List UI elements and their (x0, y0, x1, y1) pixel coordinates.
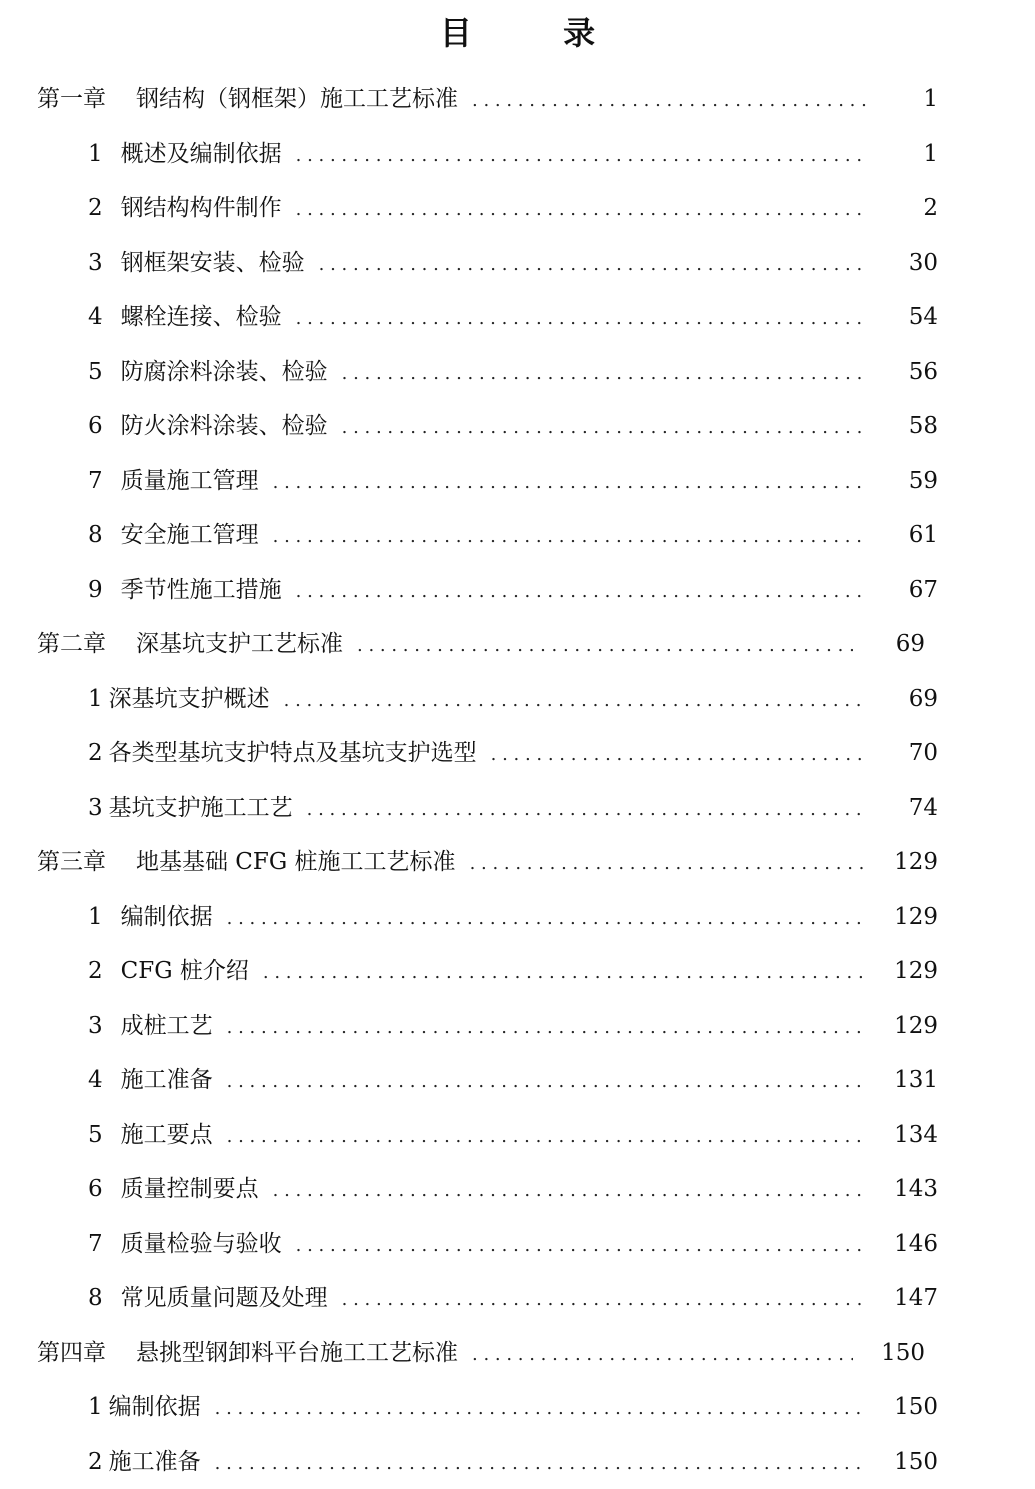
toc-number: 第一章 (37, 84, 106, 114)
toc-page-number: 129 (878, 956, 938, 986)
toc-page-number: 69 (878, 684, 938, 714)
toc-section[interactable] (0, 290, 1035, 345)
toc-title: 防腐涂料涂装、检验 (121, 357, 328, 387)
toc-page-number: 146 (878, 1229, 938, 1259)
table-of-contents (0, 72, 1035, 1489)
toc-number: 1 (88, 1392, 103, 1422)
toc-number: 3 (88, 1011, 103, 1041)
toc-title: 安全施工管理 (121, 520, 259, 550)
toc-number: 8 (88, 520, 103, 550)
toc-title: 钢结构（钢框架）施工工艺标准 (136, 84, 458, 114)
toc-page-number: 70 (878, 738, 938, 768)
dot-leader (470, 847, 866, 877)
toc-number: 1 (88, 139, 103, 169)
toc-page-number: 54 (878, 302, 938, 332)
dot-leader (284, 684, 866, 714)
toc-title: 质量控制要点 (121, 1174, 259, 1204)
toc-number: 第三章 (37, 847, 106, 877)
dot-leader (307, 793, 866, 823)
dot-leader (296, 139, 866, 169)
toc-page-number: 30 (878, 248, 938, 278)
toc-section[interactable] (0, 999, 1035, 1054)
toc-title: 深基坑支护工艺标准 (136, 629, 343, 659)
dot-leader (357, 629, 853, 659)
toc-page-number: 61 (878, 520, 938, 550)
dot-leader (472, 1338, 853, 1368)
toc-title: 螺栓连接、检验 (121, 302, 282, 332)
toc-number: 第二章 (37, 629, 106, 659)
toc-title: 质量检验与验收 (121, 1229, 282, 1259)
toc-page-number: 1 (878, 84, 938, 114)
toc-title: 施工准备 (109, 1447, 201, 1477)
dot-leader (227, 902, 866, 932)
toc-page-number: 2 (878, 193, 938, 223)
toc-title: 施工准备 (121, 1065, 213, 1095)
dot-leader (273, 466, 866, 496)
toc-page-number: 69 (865, 629, 925, 659)
toc-page-number: 74 (878, 793, 938, 823)
toc-page-number: 147 (878, 1283, 938, 1313)
toc-page-number: 150 (878, 1447, 938, 1477)
toc-section[interactable] (0, 781, 1035, 836)
toc-page-number: 131 (878, 1065, 938, 1095)
toc-section[interactable] (0, 345, 1035, 400)
dot-leader (227, 1065, 866, 1095)
toc-title: 施工要点 (121, 1120, 213, 1150)
toc-section[interactable] (0, 127, 1035, 182)
toc-chapter-3[interactable] (0, 835, 1035, 890)
dot-leader (296, 193, 866, 223)
toc-page-number: 143 (878, 1174, 938, 1204)
toc-section[interactable] (0, 944, 1035, 999)
toc-number: 5 (88, 357, 103, 387)
toc-page-number: 56 (878, 357, 938, 387)
dot-leader (215, 1392, 866, 1422)
toc-title: 基坑支护施工工艺 (109, 793, 293, 823)
dot-leader (227, 1011, 866, 1041)
toc-title: 编制依据 (109, 1392, 201, 1422)
toc-number: 5 (88, 1120, 103, 1150)
toc-title: 质量施工管理 (121, 466, 259, 496)
toc-section[interactable] (0, 1053, 1035, 1108)
toc-number: 2 (88, 1447, 103, 1477)
toc-number: 2 (88, 956, 103, 986)
toc-number: 1 (88, 684, 103, 714)
toc-title: 概述及编制依据 (121, 139, 282, 169)
toc-page-number: 67 (878, 575, 938, 605)
dot-leader (296, 575, 866, 605)
toc-page-number: 134 (878, 1120, 938, 1150)
toc-number: 2 (88, 738, 103, 768)
toc-chapter-4[interactable] (0, 1326, 1035, 1381)
toc-number: 4 (88, 1065, 103, 1095)
toc-section[interactable] (0, 563, 1035, 618)
dot-leader (491, 738, 866, 768)
toc-title: 地基基础 CFG 桩施工工艺标准 (136, 847, 456, 877)
toc-title: 季节性施工措施 (121, 575, 282, 605)
dot-leader (342, 357, 866, 387)
toc-chapter-2[interactable] (0, 617, 1035, 672)
dot-leader (215, 1447, 866, 1477)
toc-page-number: 129 (878, 847, 938, 877)
toc-section[interactable] (0, 1380, 1035, 1435)
toc-title: 常见质量问题及处理 (121, 1283, 328, 1313)
toc-title: 成桩工艺 (121, 1011, 213, 1041)
toc-number: 7 (88, 1229, 103, 1259)
toc-section[interactable] (0, 181, 1035, 236)
toc-title: 各类型基坑支护特点及基坑支护选型 (109, 738, 477, 768)
dot-leader (342, 1283, 866, 1313)
page-title: 目 录 (0, 10, 1035, 56)
dot-leader (273, 520, 866, 550)
toc-number: 9 (88, 575, 103, 605)
dot-leader (319, 248, 866, 278)
toc-page-number: 1 (878, 139, 938, 169)
toc-number: 8 (88, 1283, 103, 1313)
toc-page-number: 129 (878, 902, 938, 932)
toc-section[interactable] (0, 672, 1035, 727)
toc-title: 编制依据 (121, 902, 213, 932)
dot-leader (273, 1174, 866, 1204)
toc-number: 2 (88, 193, 103, 223)
dot-leader (472, 84, 866, 114)
toc-section[interactable] (0, 1217, 1035, 1272)
toc-page-number: 58 (878, 411, 938, 441)
toc-number: 3 (88, 793, 103, 823)
toc-section[interactable] (0, 1435, 1035, 1489)
dot-leader (296, 1229, 866, 1259)
dot-leader (342, 411, 866, 441)
toc-number: 3 (88, 248, 103, 278)
toc-page-number: 150 (878, 1392, 938, 1422)
dot-leader (296, 302, 866, 332)
toc-number: 4 (88, 302, 103, 332)
toc-number: 6 (88, 1174, 103, 1204)
toc-title: 钢结构构件制作 (121, 193, 282, 223)
toc-number: 第四章 (37, 1338, 106, 1368)
toc-title: 深基坑支护概述 (109, 684, 270, 714)
toc-section[interactable] (0, 890, 1035, 945)
toc-section[interactable] (0, 236, 1035, 291)
toc-chapter-1[interactable] (0, 72, 1035, 127)
toc-title: CFG 桩介绍 (121, 956, 249, 986)
toc-section[interactable] (0, 1271, 1035, 1326)
toc-number: 6 (88, 411, 103, 441)
dot-leader (263, 956, 866, 986)
toc-number: 1 (88, 902, 103, 932)
toc-section[interactable] (0, 454, 1035, 509)
toc-section[interactable] (0, 1108, 1035, 1163)
toc-section[interactable] (0, 508, 1035, 563)
toc-page-number: 150 (865, 1338, 925, 1368)
dot-leader (227, 1120, 866, 1150)
toc-section[interactable] (0, 399, 1035, 454)
toc-title: 悬挑型钢卸料平台施工工艺标准 (136, 1338, 458, 1368)
toc-section[interactable] (0, 1162, 1035, 1217)
toc-title: 防火涂料涂装、检验 (121, 411, 328, 441)
toc-title: 钢框架安装、检验 (121, 248, 305, 278)
toc-page-number: 129 (878, 1011, 938, 1041)
toc-number: 7 (88, 466, 103, 496)
toc-page-number: 59 (878, 466, 938, 496)
toc-section[interactable] (0, 726, 1035, 781)
